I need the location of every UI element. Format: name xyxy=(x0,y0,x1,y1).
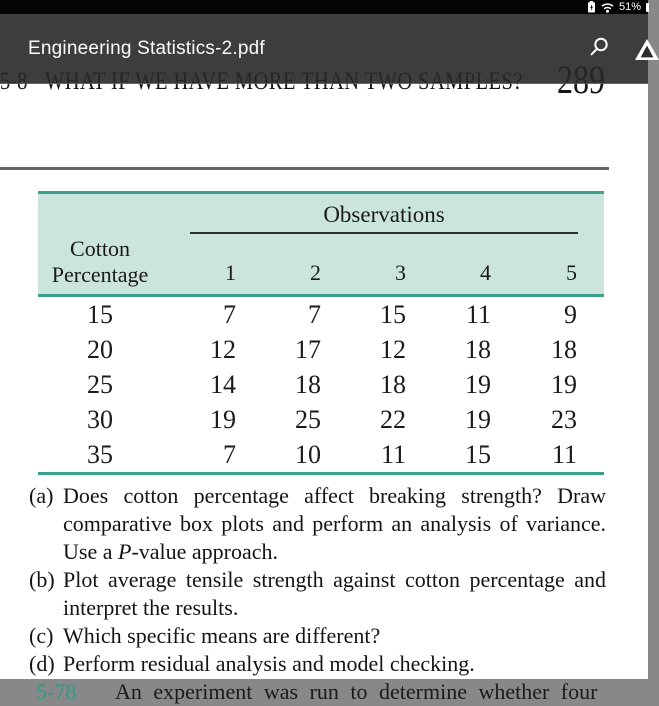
table-cell: 22 xyxy=(380,404,406,434)
question-label: (d) xyxy=(29,651,55,676)
question-item xyxy=(29,482,606,566)
table-cell: 9 xyxy=(564,299,577,329)
question-text xyxy=(63,622,606,650)
table-cell: 18 xyxy=(551,334,577,364)
table-header xyxy=(38,193,604,296)
table-row xyxy=(38,367,604,402)
table-cell: 11 xyxy=(465,299,491,329)
table-cell: 10 xyxy=(295,439,321,469)
table-cell: 19 xyxy=(465,369,491,399)
table-cell: 15 xyxy=(465,439,491,469)
table-cell: 11 xyxy=(551,439,577,469)
observations-table xyxy=(38,191,604,475)
column-header: 2 xyxy=(263,234,348,296)
table-body xyxy=(38,296,604,474)
row-label: 25 xyxy=(87,369,113,399)
question-text-segment: Does cotton percentage affect breaking strength? Draw comparative box plots and perform an analysis of variance. Use a xyxy=(63,483,606,564)
question-text xyxy=(63,650,606,678)
acrobat-logo-icon xyxy=(635,39,659,60)
table-cell: 18 xyxy=(465,334,491,364)
observations-header xyxy=(178,193,604,235)
question-text xyxy=(63,482,606,566)
table-row xyxy=(38,296,604,333)
table-cell: 11 xyxy=(380,439,406,469)
question-text-segment: Perform residual analysis and model checking. xyxy=(63,651,475,676)
question-label: (a) xyxy=(29,483,54,508)
table-cell: 25 xyxy=(295,404,321,434)
question-text xyxy=(63,566,606,622)
question-item xyxy=(29,622,606,650)
table-cell: 14 xyxy=(210,369,236,399)
table-cell: 18 xyxy=(380,369,406,399)
row-header-label: Cotton Percentage xyxy=(38,193,178,296)
app-toolbar xyxy=(0,14,648,84)
battery-percentage: 51% xyxy=(618,1,641,13)
problem-number: 5-78 xyxy=(36,679,77,704)
table-cell: 7 xyxy=(223,439,236,469)
document-title: Engineering Statistics-2.pdf xyxy=(28,38,265,59)
row-label: 30 xyxy=(87,404,113,434)
column-header: 1 xyxy=(178,234,263,296)
table-cell: 7 xyxy=(223,299,236,329)
question-label: (b) xyxy=(29,567,55,592)
table-cell: 7 xyxy=(308,299,321,329)
status-bar xyxy=(0,0,648,14)
question-item xyxy=(29,650,606,678)
table-cell: 18 xyxy=(295,369,321,399)
question-item xyxy=(29,566,606,622)
observations-label: Observations xyxy=(190,197,578,234)
column-header: 3 xyxy=(348,234,433,296)
row-label: 20 xyxy=(87,334,113,364)
table-cell: 12 xyxy=(380,334,406,364)
question-label: (c) xyxy=(29,623,54,648)
battery-icon-partial xyxy=(646,3,649,12)
question-text-segment: -value approach. xyxy=(131,539,279,564)
wifi-icon xyxy=(601,2,614,13)
search-button[interactable] xyxy=(588,36,610,58)
next-problem-line xyxy=(29,678,606,706)
column-header: 5 xyxy=(518,234,604,296)
table-cell: 19 xyxy=(465,404,491,434)
row-label: 35 xyxy=(87,439,113,469)
search-icon xyxy=(588,36,610,58)
question-text-segment: Which specific means are different? xyxy=(63,623,381,648)
problem-text: An experiment was run to determine whether four xyxy=(115,679,598,704)
table-row xyxy=(38,332,604,367)
row-label: 15 xyxy=(87,299,113,329)
table-row xyxy=(38,437,604,474)
questions-list xyxy=(29,482,606,678)
table-cell: 19 xyxy=(551,369,577,399)
header-rule xyxy=(0,167,609,170)
pdf-content-area[interactable] xyxy=(0,14,648,704)
battery-charging-icon xyxy=(587,1,596,13)
table-cell: 12 xyxy=(210,334,236,364)
question-text-segment: P xyxy=(117,539,132,564)
table-cell: 15 xyxy=(380,299,406,329)
table-cell: 17 xyxy=(295,334,321,364)
table-row xyxy=(38,402,604,437)
column-header: 4 xyxy=(433,234,518,296)
table-cell: 23 xyxy=(551,404,577,434)
acrobat-logo-button[interactable] xyxy=(635,39,659,60)
table-cell: 19 xyxy=(210,404,236,434)
question-text-segment: Plot average tensile strength against cotton percentage and interpret the results. xyxy=(63,567,606,620)
